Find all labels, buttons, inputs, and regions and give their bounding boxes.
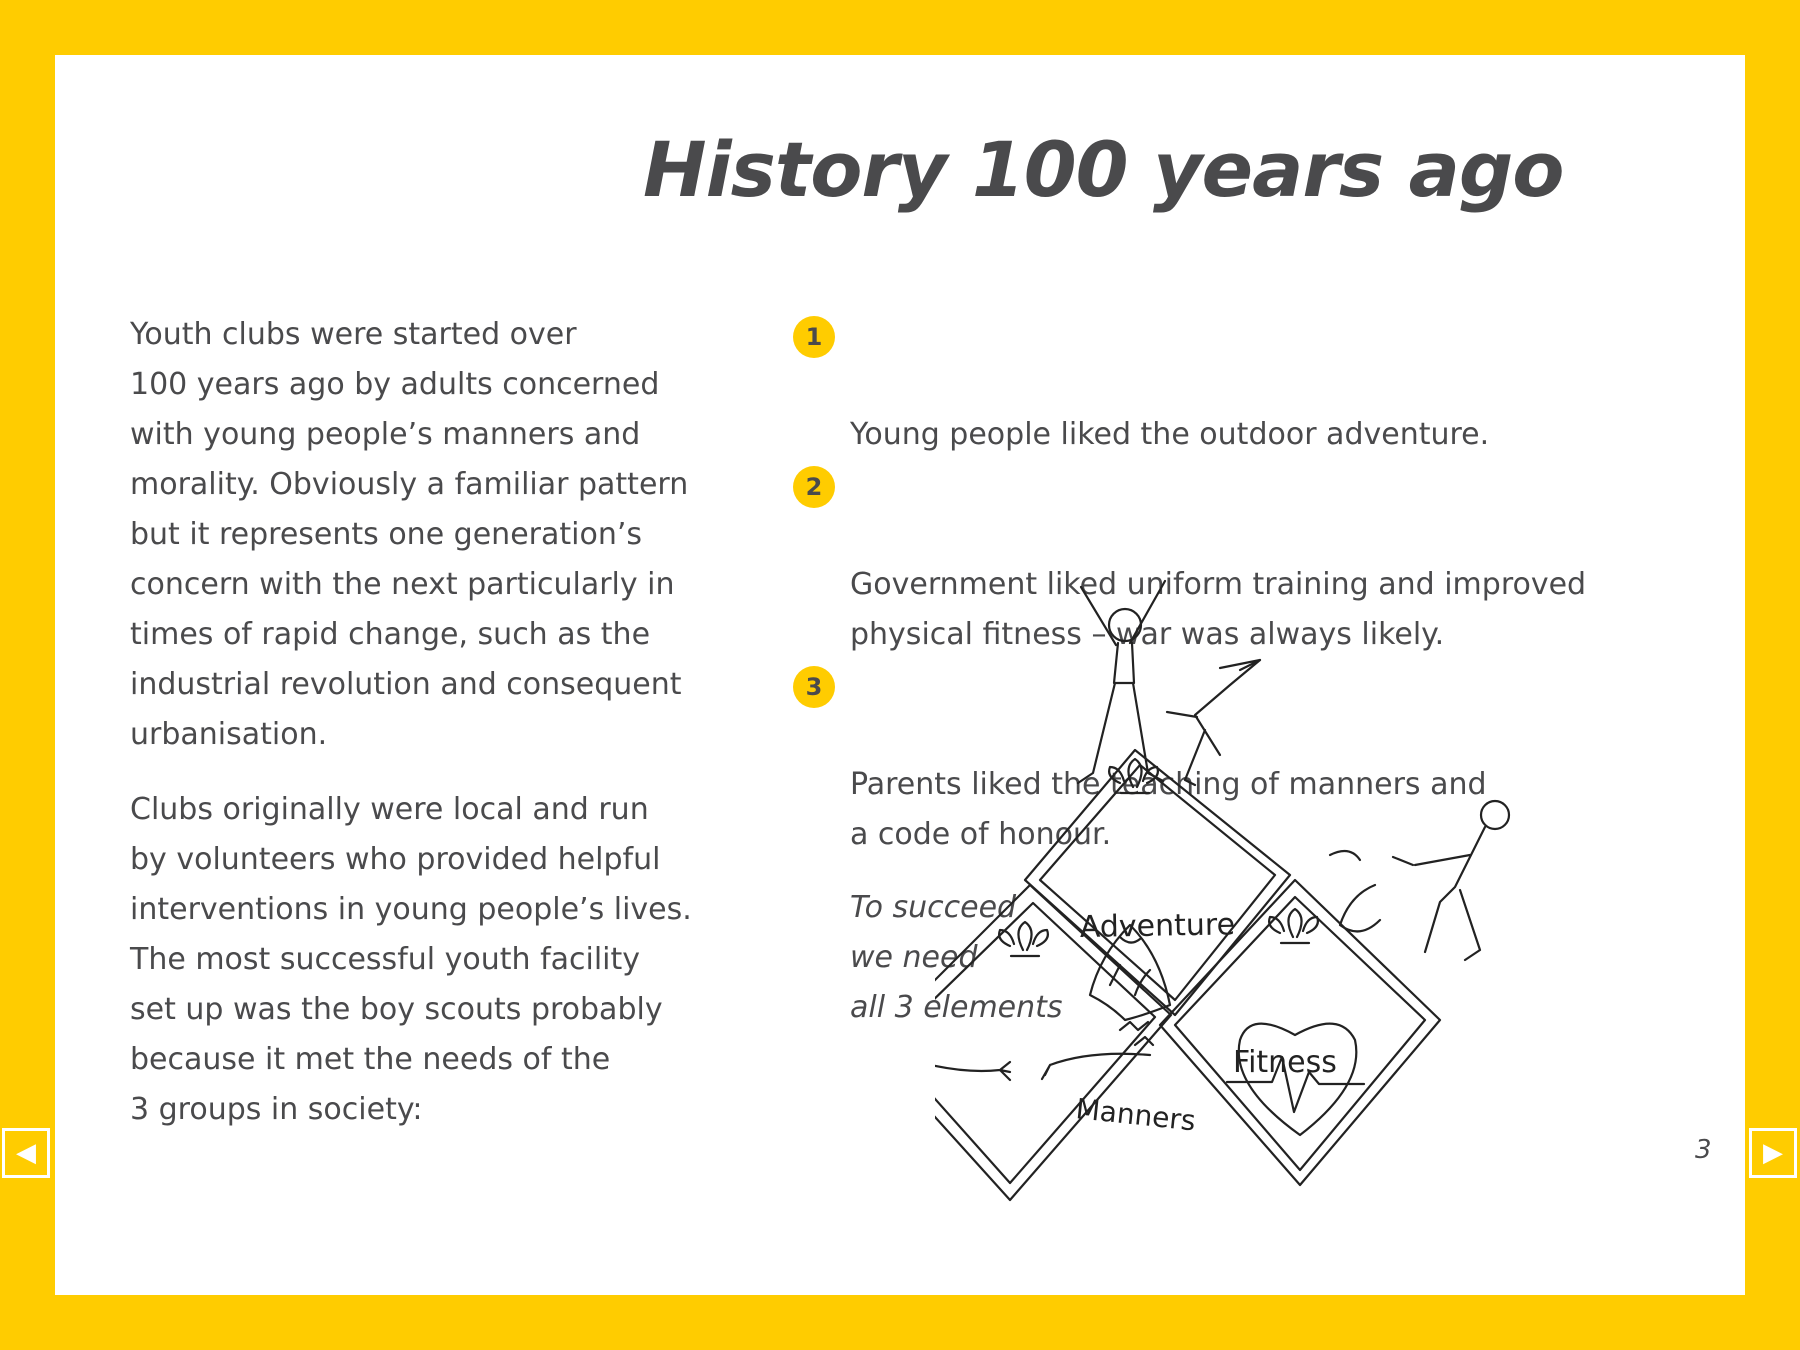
number-badge-3: 3: [793, 666, 835, 708]
adventure-label: Adventure: [1079, 907, 1236, 945]
left-column: [130, 310, 750, 1160]
manners-label: Manners: [1074, 1092, 1198, 1138]
list-item-text: Government liked uniform training and improved physical fitness – war was always likely.: [850, 567, 1587, 652]
fleur-de-lis-icon: [1269, 909, 1318, 943]
document-page: [55, 55, 1745, 1295]
number-badge-2: 2: [793, 466, 835, 508]
clubs-paragraph: Clubs originally were local and run by volunteers who provided helpful interventions in young people’s lives. The most successful youth facility set up was the boy scouts probably because it met the needs of the 3 groups in society:: [130, 792, 692, 1127]
scout-figure-right: [1330, 801, 1509, 960]
fleur-de-lis-icon: [999, 922, 1048, 956]
adventure-diamond: [1025, 750, 1290, 1015]
list-item-1: [793, 310, 1693, 460]
triangle-right-icon: ▶: [1763, 1138, 1783, 1168]
intro-paragraph: Youth clubs were started over 100 years ago by adults concerned with young people’s manners and morality. Obviously a familiar pattern but it represents one generation’s concern with the next particularly in times of rapid change, such as the industrial revolution and consequent urbanisation.: [130, 317, 689, 752]
tagline: To succeed we need all 3 elements: [850, 890, 1063, 1025]
list-item-text: Young people liked the outdoor adventure.: [850, 417, 1490, 452]
scout-figure-flying: [1167, 660, 1260, 785]
page-title: History 100 years ago: [643, 125, 1564, 214]
number-badge-1: 1: [793, 316, 835, 358]
previous-page-button[interactable]: [2, 1128, 50, 1178]
list-item-text: Parents liked the teaching of manners and a code of honour.: [850, 767, 1487, 852]
scout-figure-top: [1078, 581, 1165, 783]
fleur-de-lis-icon: [1109, 759, 1158, 793]
scout-badges-drawing: [935, 525, 1755, 1305]
fitness-label: Fitness: [1233, 1045, 1337, 1080]
triangle-left-icon: ◀: [16, 1138, 36, 1168]
next-page-button[interactable]: [1749, 1128, 1797, 1178]
page-number: 3: [1695, 1135, 1712, 1165]
